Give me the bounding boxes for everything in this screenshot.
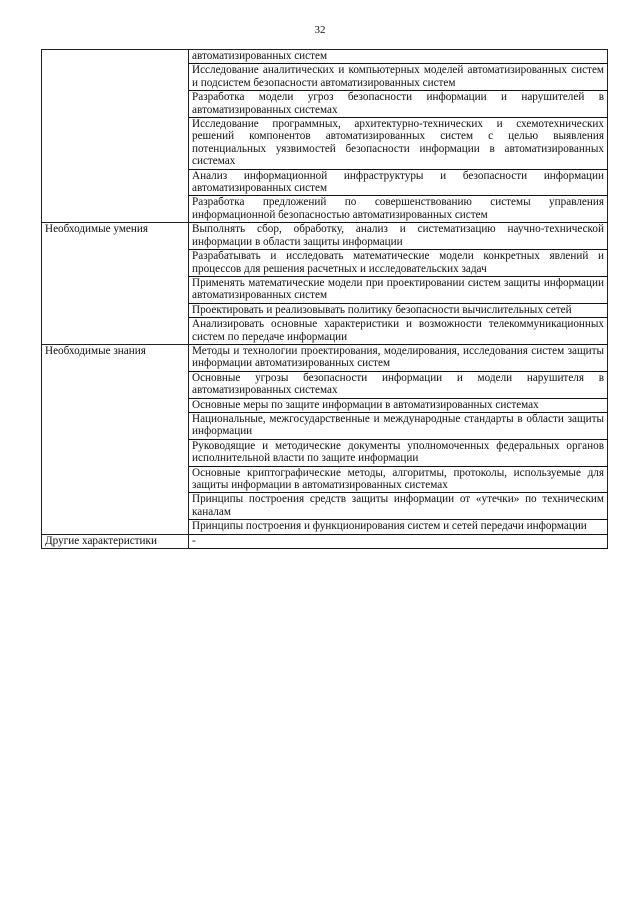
table-row	[42, 344, 608, 371]
table-row	[42, 534, 608, 548]
section-item: Исследование программных, архитектурно-технических и схемотехнических решений компонентов автоматизированных систем с целью выявления потенциальных уязвимостей безопасности информации в автоматизированных системах	[189, 118, 608, 170]
section-item: Основные криптографические методы, алгоритмы, протоколы, используемые для защиты информации в автоматизированных системах	[189, 466, 608, 493]
section-item: Национальные, межгосударственные и международные стандарты в области защиты информации	[189, 412, 608, 439]
section-item: Проектировать и реализовывать политику безопасности вычислительных сетей	[189, 303, 608, 317]
section-item: Разработка предложений по совершенствованию системы управления информационной безопасностью автоматизированных систем	[189, 196, 608, 223]
section-item: Основные угрозы безопасности информации и модели нарушителя в автоматизированных системах	[189, 371, 608, 398]
section-item: Исследование аналитических и компьютерных моделей автоматизированных систем и подсистем безопасности автоматизированных систем	[189, 64, 608, 91]
section-item: -	[189, 534, 608, 548]
section-label	[42, 50, 189, 223]
section-item: Принципы построения средств защиты информации от «утечки» по техническим каналам	[189, 493, 608, 520]
section-item: Основные меры по защите информации в автоматизированных системах	[189, 398, 608, 412]
section-item: автоматизированных систем	[189, 50, 608, 64]
section-label: Необходимые знания	[42, 344, 189, 534]
requirements-table	[41, 49, 608, 549]
table-row	[42, 50, 608, 64]
page-number: 32	[314, 24, 326, 36]
section-item: Руководящие и методические документы уполномоченных федеральных органов исполнительной власти по защите информации	[189, 439, 608, 466]
section-item: Методы и технологии проектирования, моделирования, исследования систем защиты информации автоматизированных систем	[189, 344, 608, 371]
section-item: Выполнять сбор, обработку, анализ и систематизацию научно-технической информации в области защиты информации	[189, 223, 608, 250]
section-item: Анализировать основные характеристики и возможности телекоммуникационных систем по передаче информации	[189, 318, 608, 345]
section-item: Применять математические модели при проектировании систем защиты информации автоматизированных систем	[189, 276, 608, 303]
section-label: Необходимые умения	[42, 223, 189, 345]
section-item: Принципы построения и функционирования систем и сетей передачи информации	[189, 520, 608, 534]
section-item: Разработка модели угроз безопасности информации и нарушителей в автоматизированных системах	[189, 91, 608, 118]
section-item: Анализ информационной инфраструктуры и безопасности информации автоматизированных систем	[189, 169, 608, 196]
section-item: Разрабатывать и исследовать математические модели конкретных явлений и процессов для решения расчетных и исследовательских задач	[189, 250, 608, 277]
section-label: Другие характеристики	[42, 534, 189, 548]
table-row	[42, 223, 608, 250]
